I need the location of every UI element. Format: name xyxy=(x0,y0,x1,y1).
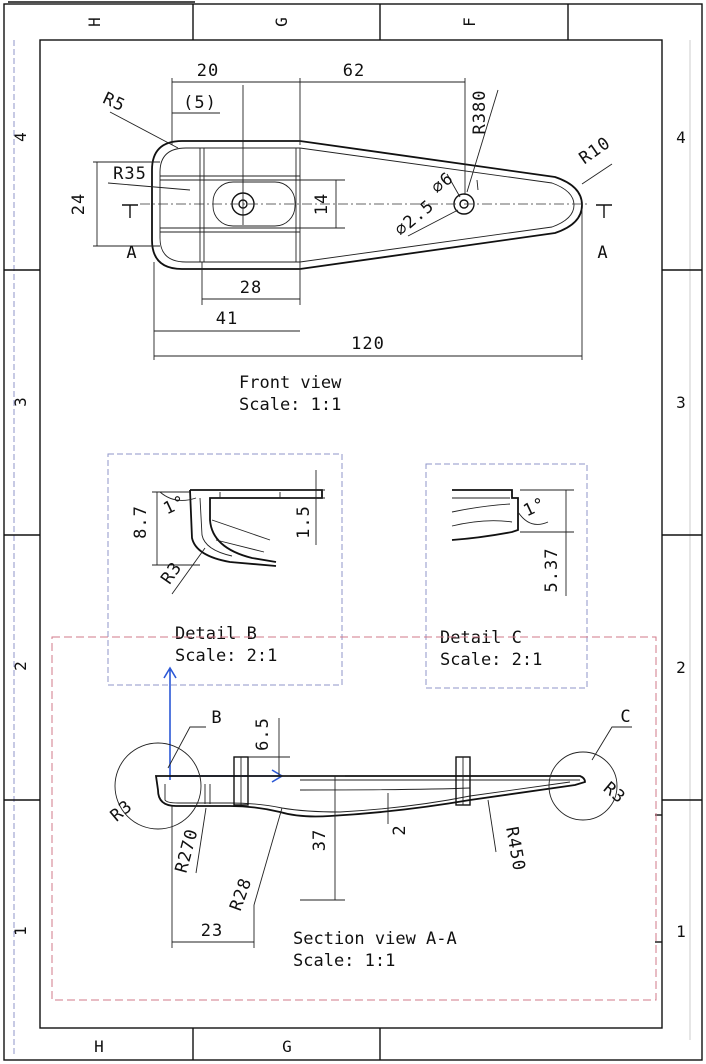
dim-20: 20 xyxy=(196,61,220,81)
section-dim-r3-left: R3 xyxy=(106,796,137,827)
zone-letter-top-g: G xyxy=(272,17,291,27)
dim-r35: R35 xyxy=(113,164,147,184)
zone-number-right-2: 2 xyxy=(676,658,686,677)
section-dim-37: 37 xyxy=(310,828,330,852)
dim-120: 120 xyxy=(351,334,385,354)
dim-24: 24 xyxy=(69,192,89,216)
zone-letter-top-f: F xyxy=(460,17,479,27)
dim-5-ref: (5) xyxy=(183,93,217,113)
section-mark-a-right: A xyxy=(597,243,609,263)
dim-28: 28 xyxy=(239,278,263,298)
detail-c-dim-5-37: 5.37 xyxy=(542,547,562,593)
dim-r5: R5 xyxy=(99,88,129,117)
zone-number-left-2: 2 xyxy=(11,661,30,671)
zone-letter-bottom-g: G xyxy=(282,1037,292,1056)
detail-b-title: Detail B xyxy=(175,624,257,644)
zone-number-right-3: 3 xyxy=(676,393,686,412)
section-dim-2: 2 xyxy=(390,824,410,836)
dim-r10: R10 xyxy=(575,133,615,169)
dim-r380: R380 xyxy=(470,89,490,135)
zone-number-right-4: 4 xyxy=(676,128,686,147)
dim-14: 14 xyxy=(312,192,332,216)
front-view-scale: Scale: 1:1 xyxy=(239,395,342,415)
zone-number-left-4: 4 xyxy=(11,132,30,142)
detail-b-angle: 1° xyxy=(160,491,190,520)
zone-number-right-1: 1 xyxy=(676,922,686,941)
dim-41: 41 xyxy=(215,309,239,329)
detail-c-scale: Scale: 2:1 xyxy=(440,650,543,670)
front-view-title: Front view xyxy=(239,373,342,393)
front-view xyxy=(93,78,612,360)
section-dim-r28: R28 xyxy=(226,875,257,914)
dim-62: 62 xyxy=(342,61,366,81)
section-label-c: C xyxy=(620,707,632,727)
dim-phi2-5: ⌀2.5 xyxy=(391,196,439,241)
section-label-b: B xyxy=(211,708,223,728)
section-dim-r270: R270 xyxy=(171,826,203,876)
section-view-scale: Scale: 1:1 xyxy=(293,951,396,971)
detail-c-title: Detail C xyxy=(440,628,522,648)
dim-phi6: ⌀6 xyxy=(427,168,458,199)
section-dim-r450: R450 xyxy=(501,825,529,874)
section-view-title: Section view A-A xyxy=(293,929,457,949)
detail-b-scale: Scale: 2:1 xyxy=(175,646,278,666)
zone-number-left-1: 1 xyxy=(11,926,30,936)
detail-b-dim-r3: R3 xyxy=(157,558,187,589)
detail-c-angle: 1° xyxy=(520,493,550,522)
detail-b-dim-1-5: 1.5 xyxy=(294,505,314,539)
zone-number-left-3: 3 xyxy=(11,397,30,407)
section-dim-6-5: 6.5 xyxy=(253,717,273,751)
section-dim-r3-right: R3 xyxy=(599,778,630,809)
zone-letter-bottom-h: H xyxy=(94,1037,104,1056)
detail-b-dim-8-7: 8.7 xyxy=(131,505,151,539)
zone-letter-top-h: H xyxy=(85,17,104,27)
section-dim-23: 23 xyxy=(200,921,224,941)
section-mark-a-left: A xyxy=(126,243,138,263)
